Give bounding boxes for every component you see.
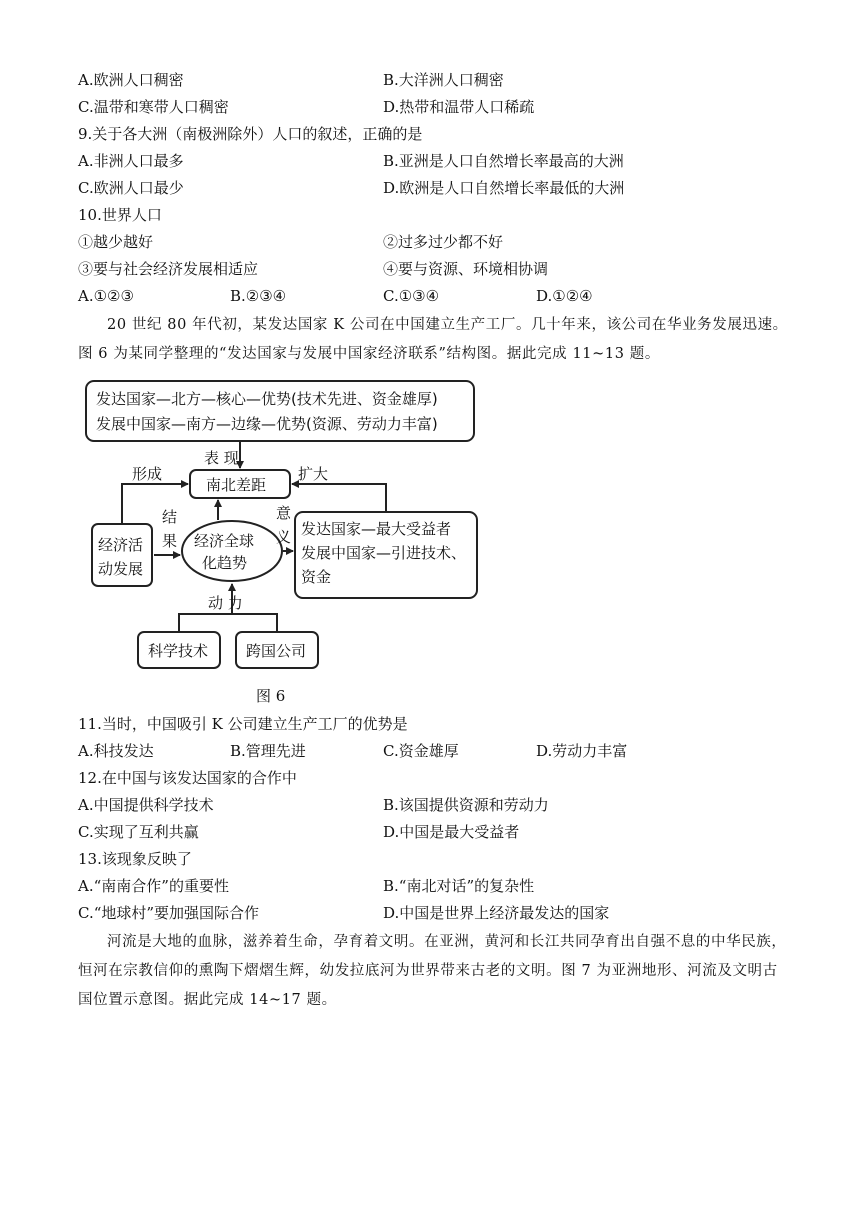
q8-option-b: B.大洋洲人口稠密 <box>383 71 504 89</box>
q13-option-a: A.“南南合作”的重要性 <box>78 877 229 895</box>
label-kuoda: 扩大 <box>298 465 329 483</box>
q8-option-c: C.温带和寒带人口稠密 <box>78 98 229 116</box>
label-xingcheng: 形成 <box>132 465 163 483</box>
label-yi-2: 义 <box>276 528 292 546</box>
q11-option-c: C.资金雄厚 <box>383 742 459 760</box>
box-nanbei-text: 南北差距 <box>206 476 267 494</box>
label-yi-1: 意 <box>276 504 292 522</box>
passage-11-13: 20 世纪 80 年代初，某发达国家 K 公司在中国建立生产工厂。几十年来，该公司在华业务发展迅速。图 6 为某同学整理的“发达国家与发展中国家经济联系”结构图。据此完成 11~13 题。 <box>78 317 788 362</box>
q12-option-c: C.实现了互利共赢 <box>78 823 199 841</box>
q10-option-c: C.①③④ <box>383 287 440 305</box>
top-line-2: 发展中国家—南方—边缘—优势(资源、劳动力丰富) <box>96 415 438 433</box>
q9-option-b: B.亚洲是人口自然增长率最高的大洲 <box>383 152 624 170</box>
q11-stem: 11.当时，中国吸引 K 公司建立生产工厂的优势是 <box>78 715 408 733</box>
q10-stem: 10.世界人口 <box>78 206 162 224</box>
q10-statement-1: ①越少越好 <box>78 233 154 251</box>
q9-option-d: D.欧洲是人口自然增长率最低的大洲 <box>383 179 625 197</box>
q10-option-b: B.②③④ <box>230 287 287 305</box>
box-kuaguo-text: 跨国公司 <box>246 642 307 660</box>
ellipse-line-1: 经济全球 <box>194 532 255 550</box>
q9-option-a: A.非洲人口最多 <box>78 152 184 170</box>
figure-6-diagram <box>80 378 490 678</box>
globalization-ellipse <box>182 521 282 581</box>
q13-option-c: C.“地球村”要加强国际合作 <box>78 904 260 922</box>
passage-14-17: 河流是大地的血脉，滋养着生命，孕育着文明。在亚洲，黄河和长江共同孕育出自强不息的中华民族，恒河在宗教信仰的熏陶下熠熠生辉，幼发拉底河为世界带来古老的文明。图 7 为亚洲地形、河流及文明古国位置示意图。据此完成 14~17 题。 <box>78 934 787 1008</box>
figure-6-caption: 图 6 <box>256 687 286 705</box>
q12-stem: 12.在中国与该发达国家的合作中 <box>78 769 297 787</box>
q11-option-d: D.劳动力丰富 <box>536 742 628 760</box>
q8-option-d: D.热带和温带人口稀疏 <box>383 98 535 116</box>
q13-stem: 13.该现象反映了 <box>78 850 192 868</box>
label-dongli: 动 力 <box>208 594 243 612</box>
box-right-line-2: 发展中国家—引进技术、 <box>301 544 467 562</box>
q8-option-a: A.欧洲人口稠密 <box>78 71 184 89</box>
top-line-1: 发达国家—北方—核心—优势(技术先进、资金雄厚) <box>96 390 438 408</box>
arrow-xingcheng <box>122 484 188 524</box>
q12-option-a: A.中国提供科学技术 <box>78 796 214 814</box>
box-right-line-1: 发达国家—最大受益者 <box>301 520 452 538</box>
q10-statement-4: ④要与资源、环境相协调 <box>383 260 549 278</box>
q12-option-d: D.中国是最大受益者 <box>383 823 520 841</box>
box-right-line-3: 资金 <box>301 568 332 586</box>
label-biaoxian: 表 现 <box>204 449 239 467</box>
q12-option-b: B.该国提供资源和劳动力 <box>383 796 549 814</box>
q10-option-d: D.①②④ <box>536 287 593 305</box>
q11-option-a: A.科技发达 <box>78 742 154 760</box>
ellipse-line-2: 化趋势 <box>202 554 248 572</box>
label-jie: 结 <box>162 508 178 526</box>
q10-statement-2: ②过多过少都不好 <box>383 233 504 251</box>
box-keji-text: 科学技术 <box>148 642 209 660</box>
q10-statement-3: ③要与社会经济发展相适应 <box>78 260 259 278</box>
q13-option-b: B.“南北对话”的复杂性 <box>383 877 535 895</box>
q10-option-a: A.①②③ <box>78 287 134 305</box>
bottom-connector <box>179 614 277 632</box>
q9-option-c: C.欧洲人口最少 <box>78 179 184 197</box>
box-jingji-line-1: 经济活 <box>98 536 144 554</box>
arrow-kuoda <box>292 484 386 512</box>
label-guo: 果 <box>162 532 178 550</box>
box-jingji-line-2: 动发展 <box>98 560 144 578</box>
q13-option-d: D.中国是世界上经济最发达的国家 <box>383 904 610 922</box>
q9-stem: 9.关于各大洲（南极洲除外）人口的叙述，正确的是 <box>78 125 423 143</box>
q11-option-b: B.管理先进 <box>230 742 306 760</box>
